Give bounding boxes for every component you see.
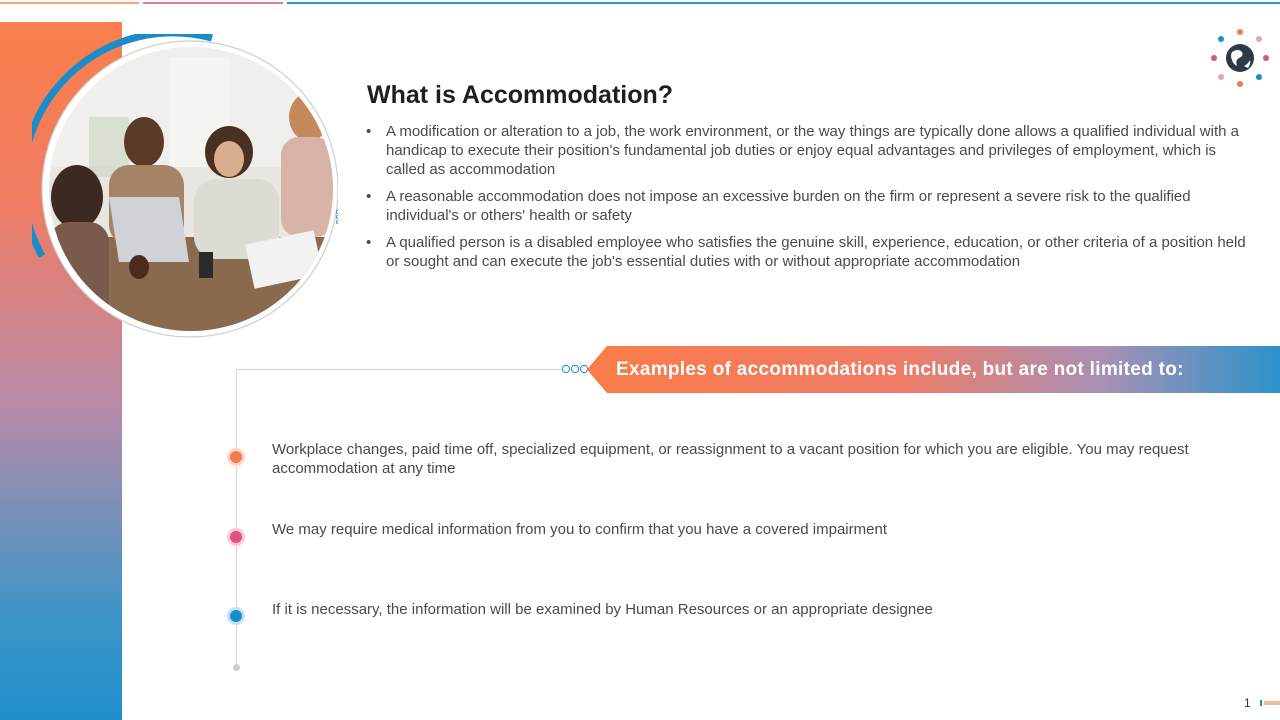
top-line-orange <box>0 2 139 4</box>
globe-people-icon <box>1208 26 1272 90</box>
top-line-blue <box>287 2 1280 4</box>
page-marker-bar <box>1264 701 1280 705</box>
connector-rings <box>561 363 591 375</box>
timeline-end-dot <box>233 664 240 671</box>
slide-title: What is Accommodation? <box>367 81 674 109</box>
examples-heading: Examples of accommodations include, but are not limited to: <box>616 359 1184 380</box>
team-meeting-photo <box>49 47 333 331</box>
example-item: We may require medical information from you to confirm that you have a covered impairment <box>272 521 887 538</box>
timeline-dot-blue <box>230 610 242 622</box>
bullet-item: • A modification or alteration to a job, the work environment, or the way things are typically done allows a qualified individual with a handicap to execute their position's fundamental job duties or enjoy equal advantages and privileges of employment, which is called as accommodation <box>366 122 1250 179</box>
bullet-item: • A reasonable accommodation does not impose an excessive burden on the firm or represent a severe risk to the qualified individual's or others' health or safety <box>366 187 1250 225</box>
connector-line <box>236 369 562 370</box>
bullet-item: • A qualified person is a disabled employee who satisfies the genuine skill, experience, education, or other criteria of a position held or sought and can execute the job's essential duties with or without appropriate accommodation <box>366 233 1250 271</box>
timeline-dot-orange <box>230 451 242 463</box>
top-line-pink <box>143 2 283 4</box>
example-item: If it is necessary, the information will be examined by Human Resources or an appropriate designee <box>272 601 933 618</box>
example-item: Workplace changes, paid time off, specialized equipment, or reassignment to a vacant position for which you are eligible. You may request accommodation at any time <box>272 441 1189 477</box>
timeline-line <box>236 369 237 668</box>
page-number: 1 <box>1244 696 1251 710</box>
page-marker <box>1260 700 1262 706</box>
timeline-dot-pink <box>230 531 242 543</box>
definition-bullets <box>366 122 1250 279</box>
